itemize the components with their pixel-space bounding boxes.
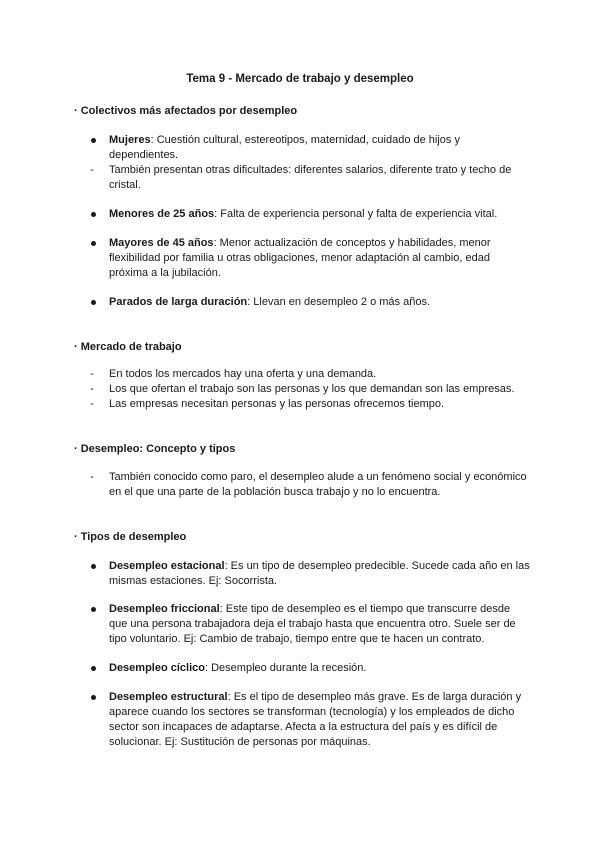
- dash-marker: -: [90, 164, 94, 176]
- label-mujeres: Mujeres: [109, 134, 151, 146]
- text-parados: : Llevan en desempleo 2 o más años.: [247, 296, 430, 308]
- list-item: [90, 397, 530, 412]
- label-menores: Menores de 25 años: [109, 208, 215, 220]
- text-mercado-1: En todos los mercados hay una oferta y una demanda.: [109, 368, 377, 380]
- dash-marker: -: [90, 398, 94, 410]
- list-item-estacional: [90, 559, 530, 589]
- label-estacional: Desempleo estacional: [109, 560, 225, 572]
- text-mujeres-dash: También presentan otras dificultades: diferentes salarios, diferente trato y techo de cristal.: [109, 164, 512, 191]
- list-item-parados: [90, 295, 530, 310]
- list-item-friccional: [90, 602, 530, 647]
- heading-colectivos: · Colectivos más afectados por desempleo: [74, 105, 298, 117]
- dash-item-mujeres: [90, 163, 530, 193]
- text-menores: : Falta de experiencia personal y falta de experiencia vital.: [214, 208, 498, 220]
- text-friccional: : Este tipo de desempleo es el tiempo que transcurre desde que una persona trabajadora deja el trabajo hasta que encuentra otro. Suele ser de tipo voluntario. Ej: Cambio de trabajo, tiempo entre que te hacen un contrato.: [109, 603, 516, 645]
- heading-mercado: · Mercado de trabajo: [74, 341, 182, 353]
- list-item: [90, 367, 530, 382]
- label-mayores: Mayores de 45 años: [109, 237, 214, 249]
- label-estructural: Desempleo estructural: [109, 691, 228, 703]
- label-friccional: Desempleo friccional: [109, 603, 220, 615]
- text-mercado-3: Las empresas necesitan personas y las personas ofrecemos tiempo.: [109, 398, 445, 410]
- text-mayores: : Menor actualización de conceptos y habilidades, menor flexibilidad por familia u otras obligaciones, menor adaptación al cambio, edad próxima a la jubilación.: [109, 237, 491, 279]
- text-mercado-2: Los que ofertan el trabajo son las personas y los que demandan son las empresas.: [109, 383, 515, 395]
- text-concepto-1: También conocido como paro, el desempleo alude a un fenómeno social y económico en el que una parte de la población busca trabajo y no lo encuentra.: [109, 471, 527, 498]
- text-estacional: : Es un tipo de desempleo predecible. Sucede cada año en las mismas estaciones. Ej: Socorrista.: [109, 560, 530, 587]
- list-item-menores: [90, 207, 530, 222]
- text-estructural: : Es el tipo de desempleo más grave. Es de larga duración y aparece cuando los sectores se transforman (tecnología) y los empleados de dicho sector son incapaces de adaptarse. Afecta a la estructura del país y es difícil de solucionar. Ej: Sustitución de personas por máquinas.: [109, 691, 522, 748]
- label-parados: Parados de larga duración: [109, 296, 248, 308]
- list-item-estructural: [90, 690, 530, 750]
- text-ciclico: : Desempleo durante la recesión.: [205, 662, 367, 674]
- list-item-mayores: [90, 236, 530, 281]
- list-item-ciclico: [90, 661, 530, 676]
- list-item: [90, 382, 530, 397]
- text-mujeres: : Cuestión cultural, estereotipos, maternidad, cuidado de hijos y dependientes.: [109, 134, 460, 161]
- dash-marker: -: [90, 383, 94, 395]
- dash-marker: -: [90, 368, 94, 380]
- heading-tipos: · Tipos de desempleo: [74, 531, 187, 543]
- document-title: Tema 9 - Mercado de trabajo y desempleo: [186, 73, 414, 85]
- label-ciclico: Desempleo cíclico: [109, 662, 205, 674]
- dash-marker: -: [90, 471, 94, 483]
- list-item-mujeres: [90, 133, 530, 163]
- heading-concepto: · Desempleo: Concepto y tipos: [74, 443, 236, 455]
- list-item: [90, 470, 530, 500]
